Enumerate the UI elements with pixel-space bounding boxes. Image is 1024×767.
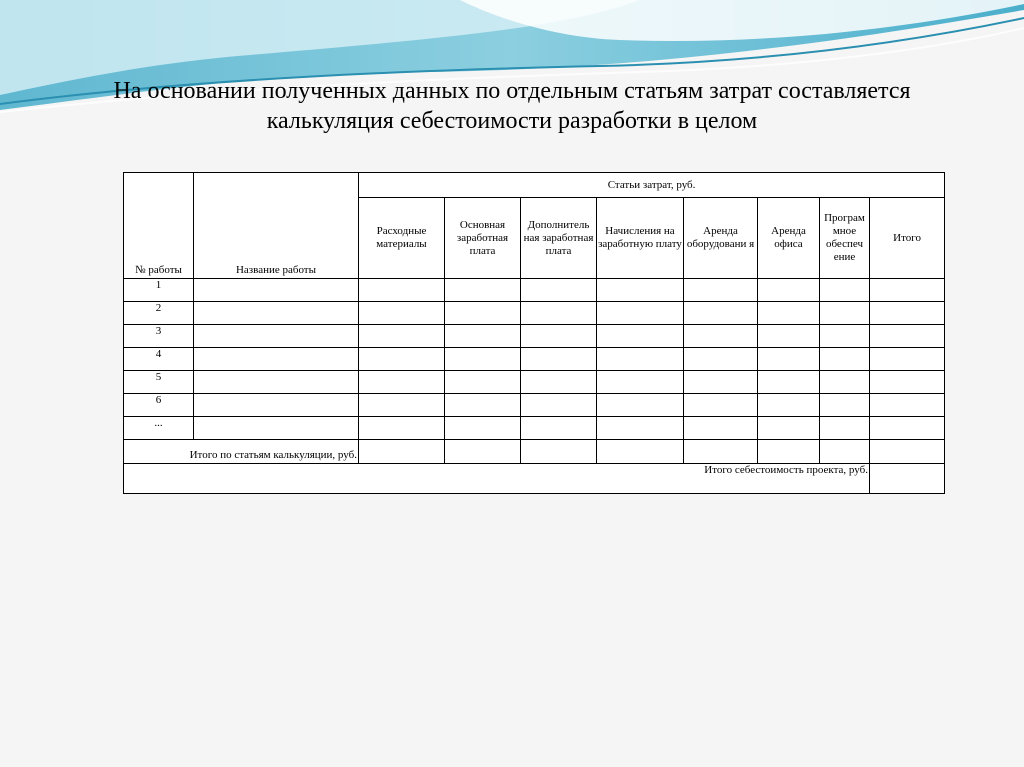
total-cell[interactable] (820, 440, 870, 464)
cost-cell[interactable] (684, 371, 758, 394)
cost-cell[interactable] (758, 348, 820, 371)
work-name-cell[interactable] (194, 279, 359, 302)
work-name-cell[interactable] (194, 417, 359, 440)
cost-cell[interactable] (445, 348, 521, 371)
header-software: Програм мное обеспеч ение (820, 198, 870, 279)
work-name-cell[interactable] (194, 394, 359, 417)
cost-cell[interactable] (820, 279, 870, 302)
header-cost-items: Статьи затрат, руб. (359, 173, 945, 198)
row-number: 4 (124, 348, 194, 371)
cost-cell[interactable] (359, 279, 445, 302)
cost-cell[interactable] (359, 348, 445, 371)
cost-cell[interactable] (597, 325, 684, 348)
cost-cell[interactable] (597, 371, 684, 394)
row-number: 1 (124, 279, 194, 302)
cost-cell[interactable] (521, 302, 597, 325)
header-work-number: № работы (124, 173, 194, 279)
table-row (124, 417, 945, 440)
cost-cell[interactable] (521, 348, 597, 371)
cost-cell[interactable] (521, 417, 597, 440)
cost-cell[interactable] (870, 371, 945, 394)
cost-cell[interactable] (870, 302, 945, 325)
work-name-cell[interactable] (194, 371, 359, 394)
header-equipment-rent: Аренда оборудовани я (684, 198, 758, 279)
cost-cell[interactable] (359, 394, 445, 417)
row-number: 5 (124, 371, 194, 394)
slide-title-line-2: калькуляция себестоимости разработки в целом (266, 108, 758, 134)
header-office-rent: Аренда офиса (758, 198, 820, 279)
cost-cell[interactable] (820, 417, 870, 440)
header-salary-charges: Начисления на заработную плату (597, 198, 684, 279)
cost-cell[interactable] (684, 348, 758, 371)
total-by-items-label: Итого по статьям калькуляции, руб. (124, 440, 359, 464)
cost-cell[interactable] (758, 417, 820, 440)
cost-cell[interactable] (870, 279, 945, 302)
header-materials: Расходные материалы (359, 198, 445, 279)
table-row (124, 279, 945, 302)
cost-cell[interactable] (597, 394, 684, 417)
cost-cell[interactable] (521, 279, 597, 302)
cost-cell[interactable] (820, 302, 870, 325)
cost-cell[interactable] (758, 325, 820, 348)
cost-cell[interactable] (445, 417, 521, 440)
cost-cell[interactable] (359, 325, 445, 348)
total-cell[interactable] (359, 440, 445, 464)
project-total-cell[interactable] (870, 464, 945, 494)
slide-title (40, 76, 984, 136)
cost-cell[interactable] (820, 394, 870, 417)
cost-calculation-table (123, 172, 945, 494)
cost-cell[interactable] (870, 348, 945, 371)
table-row (124, 302, 945, 325)
header-base-salary: Основная заработная плата (445, 198, 521, 279)
cost-cell[interactable] (445, 325, 521, 348)
cost-cell[interactable] (758, 302, 820, 325)
total-cell[interactable] (597, 440, 684, 464)
cost-cell[interactable] (820, 348, 870, 371)
cost-cell[interactable] (521, 325, 597, 348)
cost-cell[interactable] (820, 371, 870, 394)
total-cell[interactable] (521, 440, 597, 464)
cost-cell[interactable] (359, 302, 445, 325)
slide-title-line-1: На основании полученных данных по отдельным статьям затрат составляется (113, 78, 911, 104)
cost-cell[interactable] (521, 371, 597, 394)
cost-cell[interactable] (597, 279, 684, 302)
cost-cell[interactable] (870, 417, 945, 440)
cost-cell[interactable] (597, 348, 684, 371)
work-name-cell[interactable] (194, 325, 359, 348)
project-total-row (124, 464, 945, 494)
cost-cell[interactable] (359, 371, 445, 394)
row-number: ... (124, 417, 194, 440)
cost-cell[interactable] (684, 302, 758, 325)
total-cell[interactable] (684, 440, 758, 464)
table-row (124, 325, 945, 348)
table-row (124, 394, 945, 417)
cost-cell[interactable] (521, 394, 597, 417)
cost-cell[interactable] (758, 279, 820, 302)
cost-cell[interactable] (445, 394, 521, 417)
cost-cell[interactable] (445, 302, 521, 325)
cost-cell[interactable] (758, 371, 820, 394)
row-number: 3 (124, 325, 194, 348)
total-cell[interactable] (758, 440, 820, 464)
cost-cell[interactable] (684, 394, 758, 417)
cost-cell[interactable] (684, 417, 758, 440)
work-name-cell[interactable] (194, 302, 359, 325)
table-row (124, 348, 945, 371)
cost-cell[interactable] (684, 325, 758, 348)
cost-cell[interactable] (820, 325, 870, 348)
cost-cell[interactable] (597, 417, 684, 440)
total-by-items-row (124, 440, 945, 464)
cost-cell[interactable] (597, 302, 684, 325)
work-name-cell[interactable] (194, 348, 359, 371)
cost-cell[interactable] (870, 394, 945, 417)
header-work-name: Название работы (194, 173, 359, 279)
row-number: 6 (124, 394, 194, 417)
row-number: 2 (124, 302, 194, 325)
cost-cell[interactable] (445, 371, 521, 394)
cost-cell[interactable] (870, 325, 945, 348)
total-cell[interactable] (445, 440, 521, 464)
project-total-label: Итого себестоимость проекта, руб. (124, 464, 870, 494)
header-extra-salary: Дополнитель ная заработная плата (521, 198, 597, 279)
total-cell[interactable] (870, 440, 945, 464)
cost-cell[interactable] (758, 394, 820, 417)
header-total: Итого (870, 198, 945, 279)
cost-cell[interactable] (445, 279, 521, 302)
cost-cell[interactable] (359, 417, 445, 440)
cost-cell[interactable] (684, 279, 758, 302)
table-row (124, 371, 945, 394)
